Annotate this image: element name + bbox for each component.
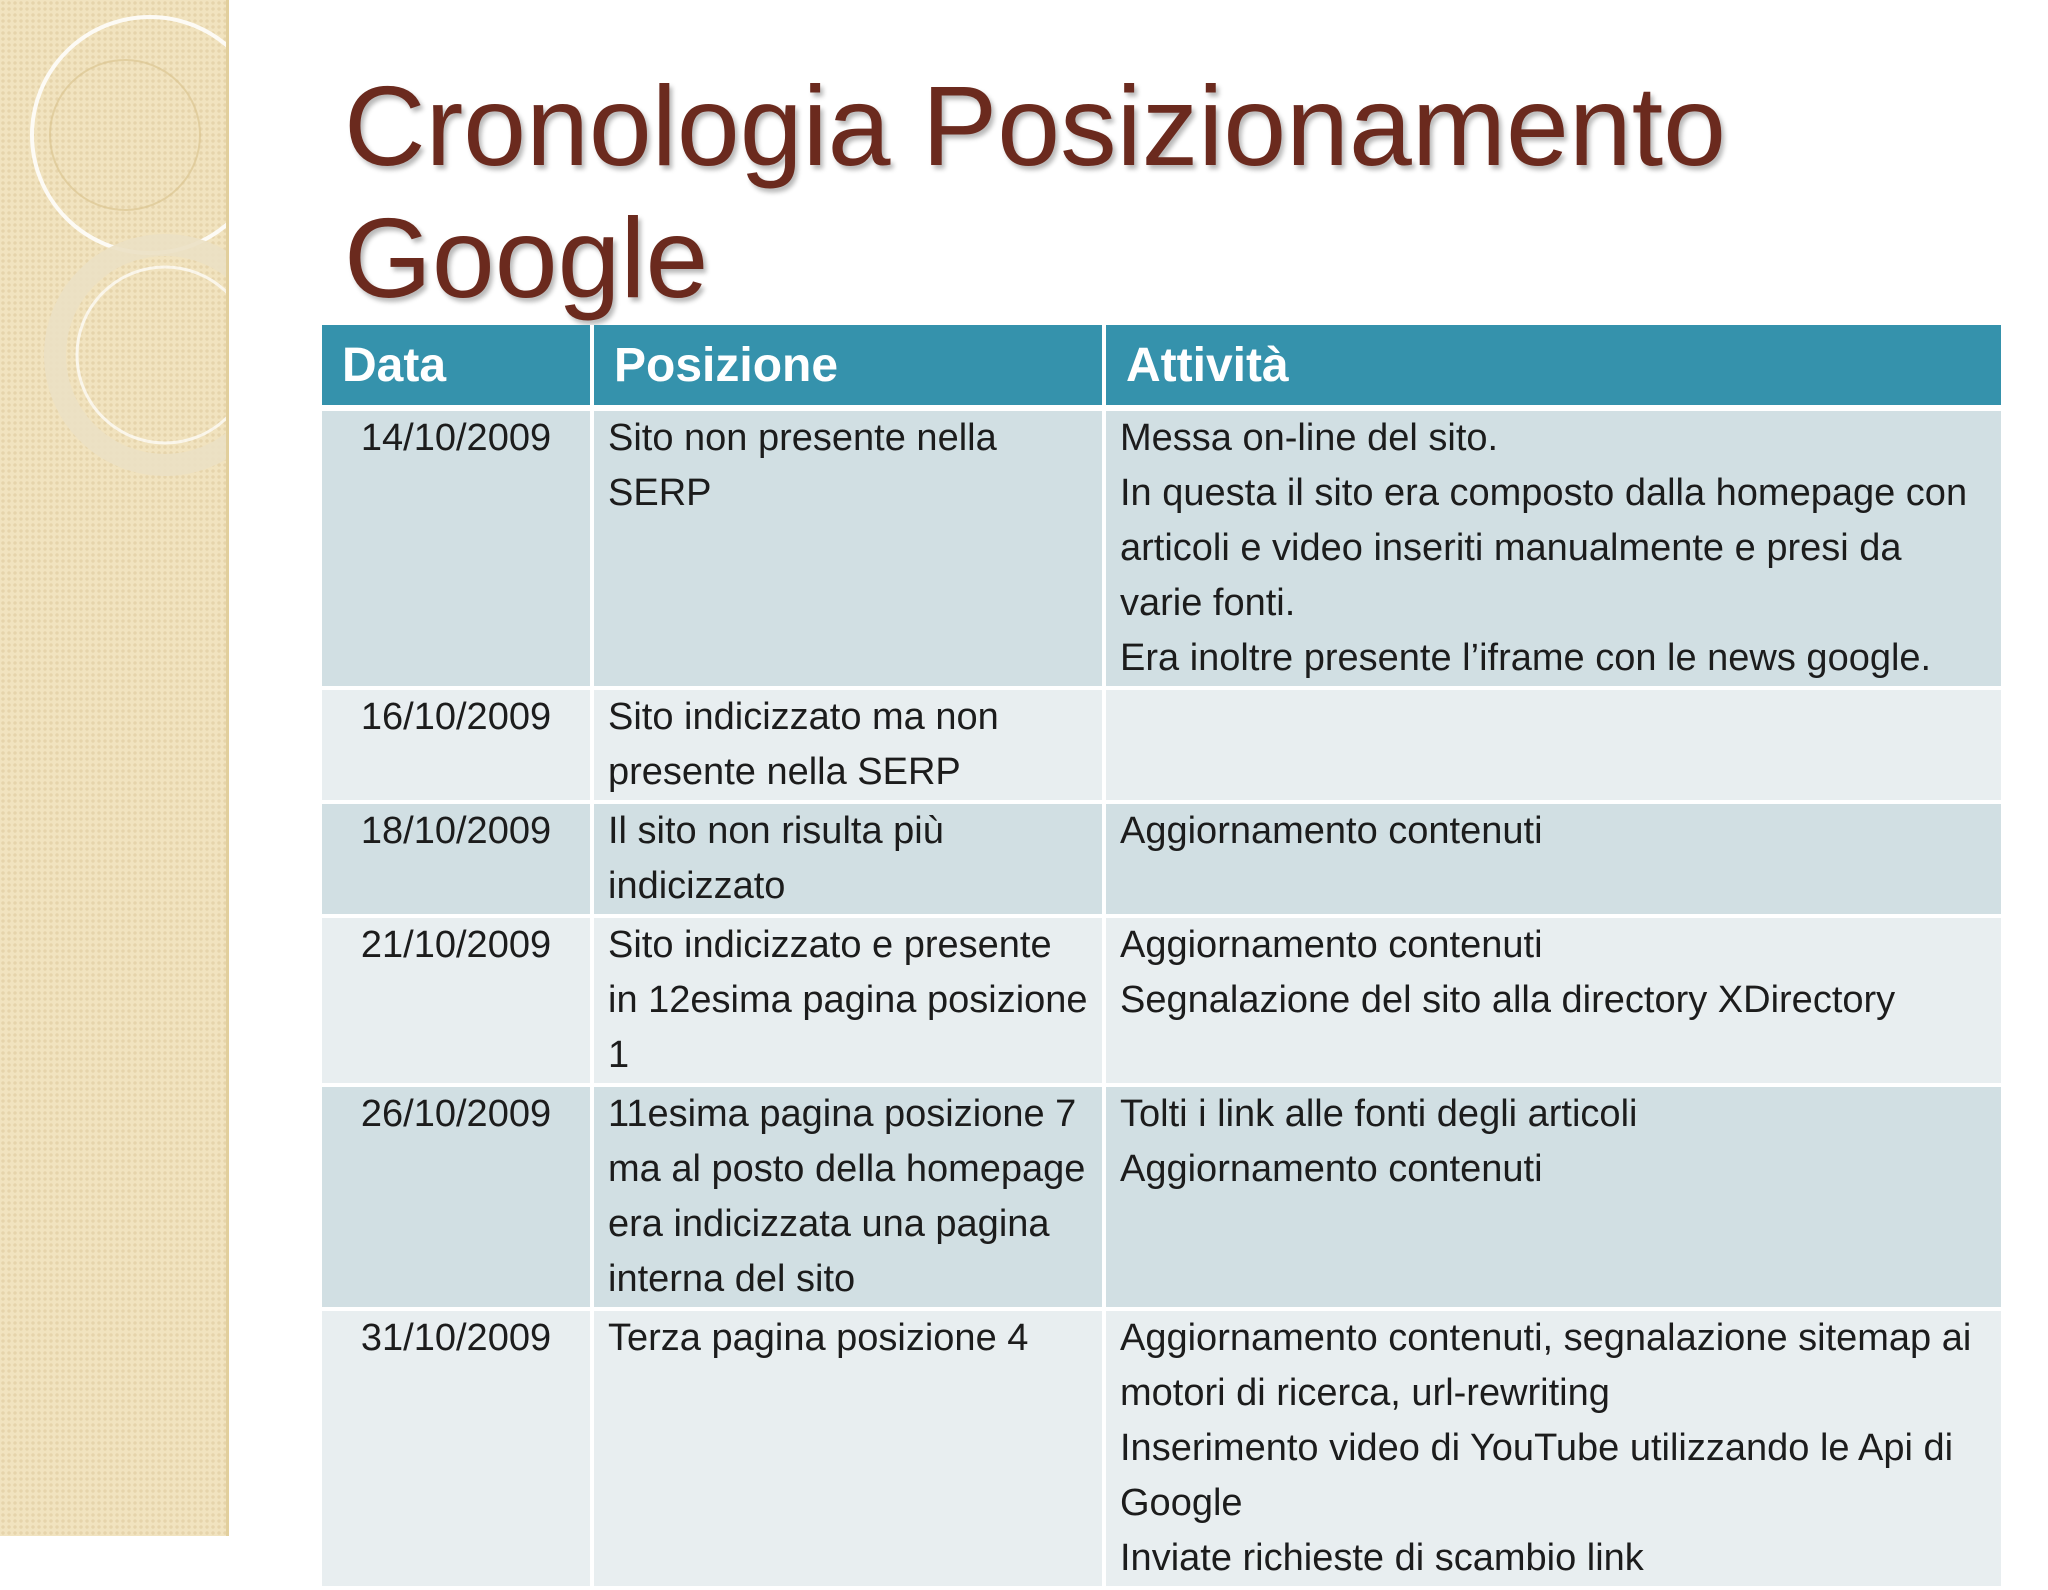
header-date: Data	[322, 325, 592, 408]
position-cell: 11esima pagina posizione 7 ma al posto della homepage era indicizzata una pagina interna del sito	[592, 1085, 1104, 1309]
decor-ring-inner	[50, 60, 200, 210]
table-row	[322, 688, 2001, 802]
slide-title: Cronologia Posizionamento Google	[344, 63, 1726, 321]
activity-line: In questa il sito era composto dalla homepage con articoli e video inseriti manualmente e presi da varie fonti.	[1120, 472, 1968, 624]
timeline-table	[322, 325, 2001, 1590]
decorative-circles	[0, 0, 226, 1536]
activity-line: Aggiornamento contenuti	[1120, 924, 1543, 966]
decorative-side-band	[0, 0, 229, 1536]
activity-cell	[1104, 408, 2001, 688]
activity-line: Inserimento video di YouTube utilizzando le Api di Google	[1120, 1427, 1954, 1524]
date-cell: 26/10/2009	[322, 1085, 592, 1309]
activity-cell	[1104, 916, 2001, 1085]
activity-line: Aggiornamento contenuti	[1120, 810, 1543, 852]
date-cell: 21/10/2009	[322, 916, 592, 1085]
table-row	[322, 1309, 2001, 1588]
table-header-row	[322, 325, 2001, 408]
activity-line: Era inoltre presente l’iframe con le news google.	[1120, 637, 1932, 679]
activity-line: Aggiornamento contenuti	[1120, 1148, 1543, 1190]
header-position: Posizione	[592, 325, 1104, 408]
activity-line: Inviate richieste di scambio link	[1120, 1537, 1644, 1579]
date-cell: 18/10/2009	[322, 802, 592, 916]
position-cell: Il sito non risulta più indicizzato	[592, 802, 1104, 916]
activity-line: Segnalazione del sito alla directory XDirectory	[1120, 979, 1896, 1021]
position-cell: Sito indicizzato ma non presente nella SERP	[592, 688, 1104, 802]
table-row	[322, 408, 2001, 688]
position-cell: Sito non presente nella SERP	[592, 408, 1104, 688]
activity-cell	[1104, 1309, 2001, 1588]
table-row	[322, 802, 2001, 916]
activity-cell	[1104, 1085, 2001, 1309]
date-cell: 16/10/2009	[322, 688, 592, 802]
position-cell: Sito indicizzato e presente in 12esima pagina posizione 1	[592, 916, 1104, 1085]
header-activity: Attività	[1104, 325, 2001, 408]
date-cell: 31/10/2009	[322, 1309, 592, 1588]
activity-cell	[1104, 802, 2001, 916]
decor-ring-large	[55, 245, 226, 465]
date-cell: 14/10/2009	[322, 408, 592, 688]
table-row	[322, 1085, 2001, 1309]
activity-line: Messa on-line del sito.	[1120, 417, 1499, 459]
position-cell: Terza pagina posizione 4	[592, 1309, 1104, 1588]
decor-ring-large-inner	[77, 267, 226, 443]
activity-cell	[1104, 688, 2001, 802]
table-row	[322, 916, 2001, 1085]
activity-line: Aggiornamento contenuti, segnalazione sitemap ai motori di ricerca, url-rewriting	[1120, 1317, 1972, 1414]
decor-ring-top	[32, 17, 226, 253]
activity-line: Tolti i link alle fonti degli articoli	[1120, 1093, 1638, 1135]
